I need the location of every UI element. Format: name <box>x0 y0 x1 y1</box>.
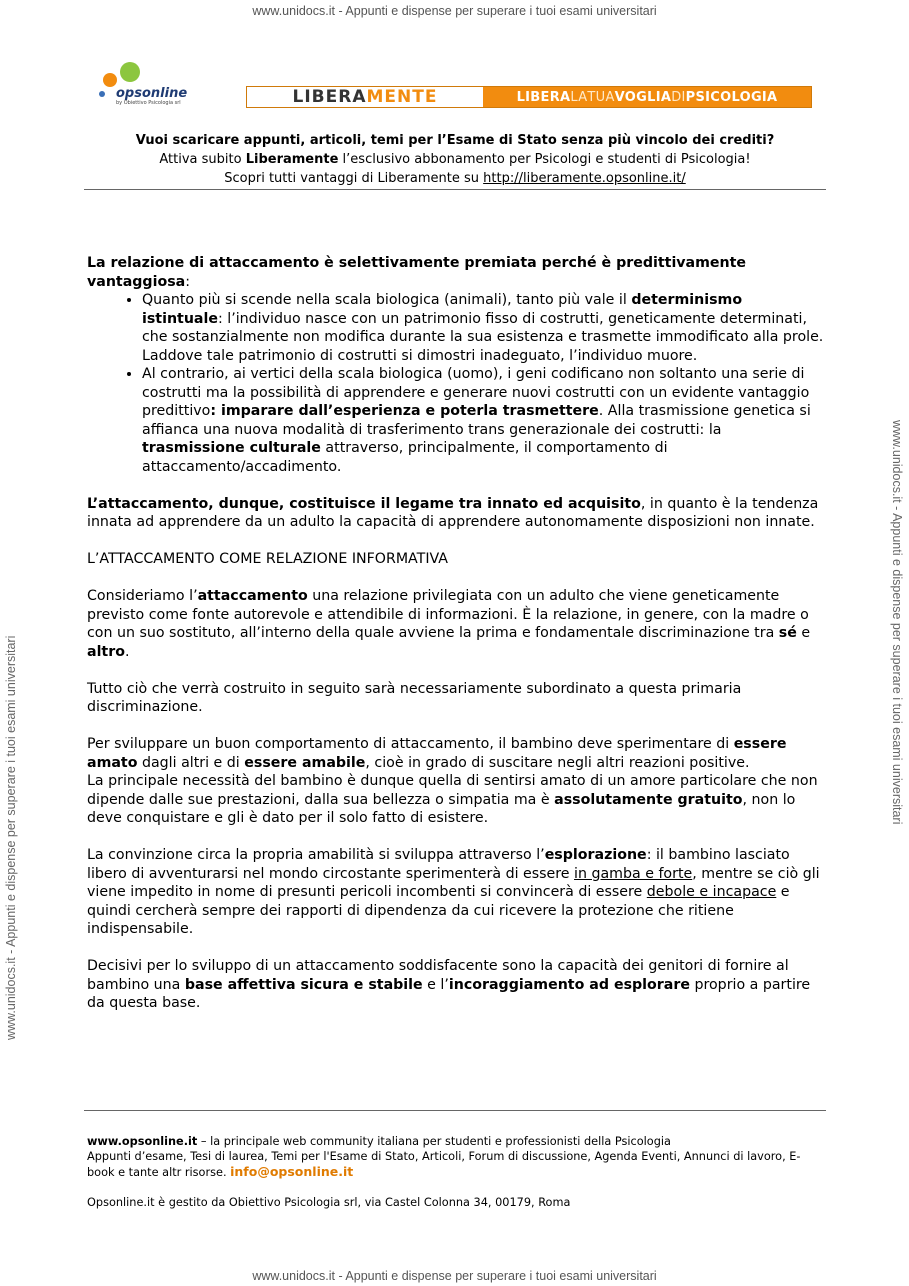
banner-slogan: LIBERA LA TUA VOGLIA DI PSICOLOGIA <box>483 87 811 107</box>
section-heading: L’ATTACCAMENTO COME RELAZIONE INFORMATIVA <box>87 551 449 567</box>
paragraph-4: Tutto ciò che verrà costruito in seguito sarà necessariamente subordinato a questa primaria discriminazione. <box>87 680 742 715</box>
document-body <box>87 254 825 1031</box>
paragraph-5: Per sviluppare un buon comportamento di attaccamento, il bambino deve sperimentare di essere amato dagli altri e di essere amabile, cioè in grado di suscitare negli altri reazioni positive. La principale necessità del bambino è dunque quella di sentirsi amato di un amore particolare che non dipende dalle sue prestazioni, dalla sua bellezza o simpatia ma è assolutamente gratuito, non lo deve conquistare e gli è dato per il solo fatto di esistere. <box>87 736 818 826</box>
paragraph-3: Consideriamo l’attaccamento una relazione privilegiata con un adulto che viene geneticamente previsto come fonte autorevole e attendibile di informazioni. È la relazione, in genere, con la madre o con un suo sostituto, all’interno della quale avviene la prima e fondamentale discriminazione tra sé e altro. <box>87 588 811 660</box>
right-watermark: www.unidocs.it - Appunti e dispense per superare i tuoi esami universitari <box>890 420 904 825</box>
promo-line-2: Attiva subito Liberamente l’esclusivo abbonamento per Psicologi e studenti di Psicologia! <box>159 152 751 167</box>
paragraph-2: L’attaccamento, dunque, costituisce il legame tra innato ed acquisito, in quanto è la tendenza innata ad apprendere da un adulto la capacità di apprendere autonomamente disposizioni non innate. <box>87 495 819 530</box>
banner-brand: LIBERA MENTE <box>247 87 483 107</box>
bullet-list <box>87 291 825 476</box>
promo-box <box>84 131 826 188</box>
footer-line-1: www.opsonline.it – la principale web community italiana per studenti e professionisti della Psicologia <box>87 1135 671 1148</box>
left-watermark: www.unidocs.it - Appunti e dispense per superare i tuoi esami universitari <box>4 635 18 1040</box>
top-watermark: www.unidocs.it - Appunti e dispense per superare i tuoi esami universitari <box>252 4 657 18</box>
email-link[interactable]: info@opsonline.it <box>230 1164 354 1179</box>
footer-line-2: Appunti d’esame, Tesi di laurea, Temi per l'Esame di Stato, Articoli, Forum di discussione, Agenda Eventi, Annunci di lavoro, E-book e tante altr risorse. info@opsonline.it <box>87 1150 801 1179</box>
liberamente-link[interactable]: http://liberamente.opsonline.it/ <box>483 171 686 186</box>
promo-line-3: Scopri tutti vantaggi di Liberamente su http://liberamente.opsonline.it/ <box>224 171 686 186</box>
logo-subtitle: by Obiettivo Psicologia srl <box>116 100 181 106</box>
paragraph-6: La convinzione circa la propria amabilità si sviluppa attraverso l’esplorazione: il bambino lasciato libero di avventurarsi nel mondo circostante sperimenterà di essere in gamba e forte, mentre se ciò gli viene impedito in nome di presunti pericoli incombenti si convincerà di essere debole e incapace e quindi cercherà sempre dei rapporti di dipendenza da cui ricevere la protezione che ritiene indispensabile. <box>87 847 820 937</box>
liberamente-banner[interactable] <box>246 86 812 108</box>
paragraph-7: Decisivi per lo sviluppo di un attaccamento soddisfacente sono la capacità dei genitori di fornire al bambino una base affettiva sicura e stabile e l’incoraggiamento ad esplorare proprio a partire da questa base. <box>87 958 811 1011</box>
page-header <box>96 58 826 118</box>
footer-divider <box>84 1110 826 1111</box>
header-divider <box>84 189 826 190</box>
opsonline-logo[interactable] <box>96 60 216 108</box>
paragraph-1: La relazione di attaccamento è selettivamente premiata perché è predittivamente vantaggiosa: <box>87 255 747 290</box>
list-item: • Quanto più si scende nella scala biologica (animali), tanto più vale il determinismo istintuale: l’individuo nasce con un patrimonio fisso di costrutti, geneticamente determinati, che sostanzialmente non modifica durante la sua esistenza e trasmette immodificato alla prole. Laddove tale patrimonio di costrutti si dimostri inadeguato, l’individuo muore. <box>142 291 825 365</box>
page-footer <box>87 1134 825 1210</box>
logo-text: opsonline <box>116 86 188 101</box>
bottom-watermark: www.unidocs.it - Appunti e dispense per superare i tuoi esami universitari <box>252 1269 657 1283</box>
list-item: • Al contrario, ai vertici della scala biologica (uomo), i geni codificano non soltanto una serie di costrutti ma la possibilità di apprendere e generare nuovi costrutti con un evidente vantaggio predittivo: imparare dall’esperienza e poterla trasmettere. Alla trasmissione genetica si affianca una nuova modalità di trasferimento trans generazionale dei costrutti: la trasmissione culturale attraverso, principalmente, il comportamento di attaccamento/accadimento. <box>142 365 825 476</box>
promo-line-1: Vuoi scaricare appunti, articoli, temi per l’Esame di Stato senza più vincolo dei crediti? <box>135 133 775 148</box>
footer-line-3: Opsonline.it è gestito da Obiettivo Psicologia srl, via Castel Colonna 34, 00179, Roma <box>87 1196 571 1209</box>
